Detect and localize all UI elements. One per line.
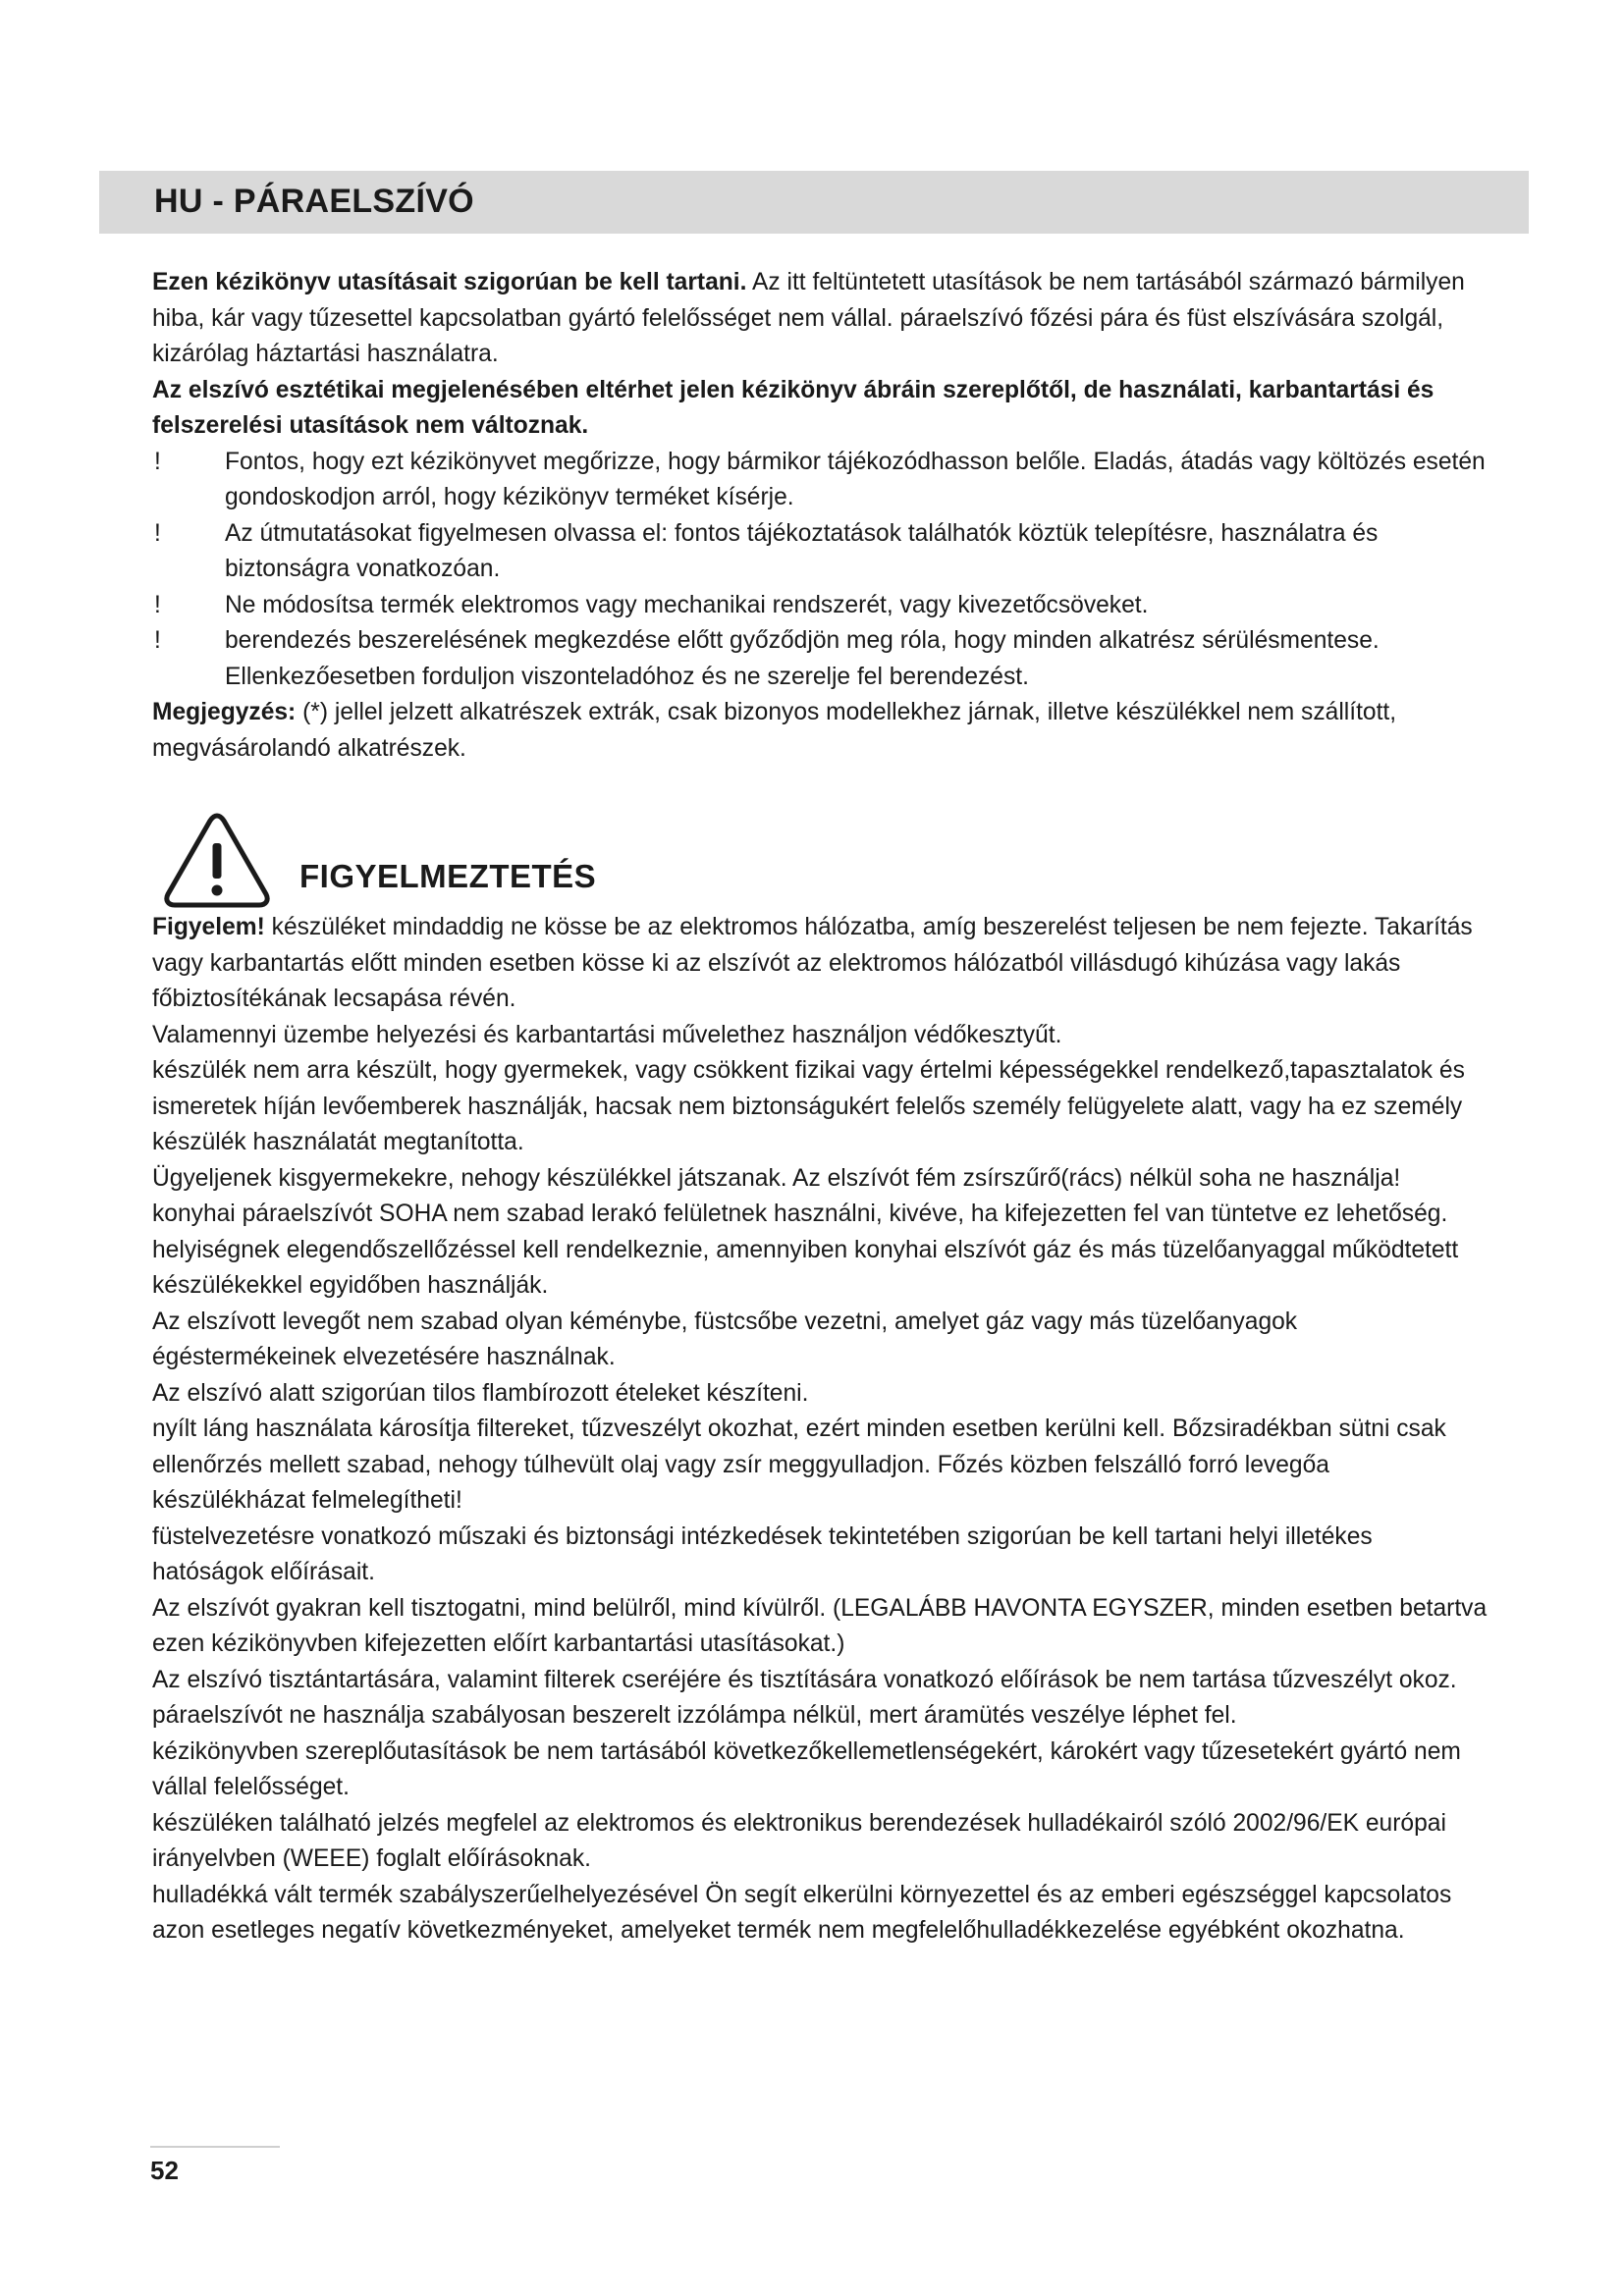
exclamation-mark: ! bbox=[154, 591, 161, 618]
exclamation-mark: ! bbox=[154, 627, 161, 654]
warning-paragraph: helyiségnek elegendőszellőzéssel kell rendelkeznie, amennyiben konyhai elszívót gáz és más tüzelőanyaggal működtetett készülékekkel egyidőben használják. bbox=[152, 1236, 1459, 1299]
warning-paragraph: füstelvezetésre vonatkozó műszaki és biztonsági intézkedések tekintetében szigorúan be kell tartani helyi illetékes hatóságok előírásait. bbox=[152, 1522, 1373, 1585]
bullet-text: Fontos, hogy ezt kézikönyvet megőrizze, hogy bármikor tájékozódhasson belőle. Eladás, átadás vagy költözés esetén gondoskodjon arról, hogy kézikönyv terméket kísérje. bbox=[225, 448, 1486, 510]
page-number: 52 bbox=[150, 2156, 179, 2185]
section-header-bar bbox=[99, 171, 1529, 234]
warning-lead-bold: Figyelem! bbox=[152, 914, 265, 940]
note-label: Megjegyzés: bbox=[152, 699, 297, 725]
footer-divider bbox=[150, 2146, 280, 2148]
warning-paragraph: készülék nem arra készült, hogy gyermekek, vagy csökkent fizikai vagy értelmi képességekkel rendelkező,tapasztalatok és ismeretek híján levőemberek használják, hacsak nem biztonságukért felelős személy felügyelete alatt, vagy ha ez személy készülék használatát megtanította. bbox=[152, 1057, 1465, 1155]
appearance-notice: Az elszívó esztétikai megjelenésében eltérhet jelen kézikönyv ábráin szereplőtől, de használati, karbantartási és felszerelési utasítások nem változnak. bbox=[152, 376, 1435, 439]
warning-paragraph: Az elszívót gyakran kell tisztogatni, mind belülről, mind kívülről. (LEGALÁBB HAVONTA EGYSZER, minden esetben betartva ezen kézikönyvben kifejezetten előírt karbantartási utasításokat.) bbox=[152, 1594, 1488, 1657]
manual-content bbox=[152, 265, 1488, 1949]
warning-title: FIGYELMEZTETÉS bbox=[299, 858, 597, 894]
bullet-text: berendezés beszerelésének megkezdése előtt győződjön meg róla, hogy minden alkatrész sérülésmentese. Ellenkezőesetben forduljon viszonteladóhoz és ne szerelje fel berendezést. bbox=[225, 627, 1380, 690]
warning-paragraph: hulladékká vált termék szabályszerűelhelyezésével Ön segít elkerülni környezettel és az emberi egészséggel kapcsolatos azon esetleges negatív következményeket, amelyeket termék nem megfelelőhulladékkezelése egyébként okozhatna. bbox=[152, 1881, 1452, 1944]
warning-paragraph: Az elszívó alatt szigorúan tilos flambírozott ételeket készíteni. bbox=[152, 1379, 809, 1407]
warning-paragraph: Az elszívó tisztántartására, valamint filterek cseréjére és tisztítására vonatkozó előírások be nem tartása tűzveszélyt okoz. bbox=[152, 1666, 1457, 1693]
warning-paragraph: nyílt láng használata károsítja filtereket, tűzveszélyt okozhat, ezért minden esetben kerülni kell. Bőzsiradékban sütni csak ellenőrzés mellett szabad, nehogy túlhevült olaj vagy zsír meggyulladjon. Főzés közben felszálló forró levegőa készülékházat felmelegítheti! bbox=[152, 1415, 1446, 1514]
warning-paragraph: páraelszívót ne használja szabályosan beszerelt izzólámpa nélkül, mert áramütés veszélye léphet fel. bbox=[152, 1702, 1237, 1729]
exclamation-mark: ! bbox=[154, 448, 161, 475]
bullet-text: Ne módosítsa termék elektromos vagy mechanikai rendszerét, vagy kivezetőcsöveket. bbox=[225, 591, 1149, 618]
intro-lead-rest: Az itt feltüntetett utasítások be nem tartásából származó bármilyen hiba, kár vagy tűzesettel kapcsolatban gyártó felelősséget nem vállal. páraelszívó főzési pára és füst elszívására szolgál, kizárólag háztartási használatra. bbox=[152, 269, 1465, 367]
intro-bold-lead: Ezen kézikönyv utasításait szigorúan be kell tartani. bbox=[152, 269, 747, 295]
bullet-item bbox=[152, 516, 1488, 588]
bullet-item bbox=[152, 588, 1488, 624]
intro-paragraph bbox=[152, 265, 1488, 373]
warning-triangle-icon bbox=[158, 808, 276, 910]
warning-paragraph: készüléken található jelzés megfelel az elektromos és elektronikus berendezések hulladékairól szóló 2002/96/EK európai irányelvben (WEEE) foglalt előírásoknak. bbox=[152, 1809, 1446, 1872]
note-text: (*) jellel jelzett alkatrészek extrák, csak bizonyos modellekhez járnak, illetve készülékkel nem szállított, megvásárolandó alkatrészek. bbox=[152, 699, 1397, 762]
exclamation-mark: ! bbox=[154, 519, 161, 547]
warning-paragraph: konyhai páraelszívót SOHA nem szabad lerakó felületnek használni, kivéve, ha kifejezetten fel van tüntetve ez lehetőség. bbox=[152, 1201, 1448, 1227]
warning-lead-rest: készüléket mindaddig ne kösse be az elektromos hálózatba, amíg beszerelést teljesen be nem fejezte. Takarítás vagy karbantartás előtt minden esetben kösse ki az elszívót az elektromos hálózatból villásdugó kihúzása vagy lakás főbiztosítékának lecsapása révén. bbox=[152, 914, 1473, 1012]
warning-paragraph: Valamennyi üzembe helyezési és karbantartási művelethez használjon védőkesztyűt. bbox=[152, 1021, 1062, 1048]
note-paragraph bbox=[152, 695, 1488, 767]
warning-paragraph: kézikönyvben szereplőutasítások be nem tartásából következőkellemetlenségekért, károkért vagy tűzesetekért gyártó nem vállal felelősséget. bbox=[152, 1737, 1461, 1800]
warning-heading bbox=[152, 808, 1488, 910]
warning-paragraph: Az elszívott levegőt nem szabad olyan kéménybe, füstcsőbe vezetni, amelyet gáz vagy más tüzelőanyagok égéstermékeinek elvezetésére használnak. bbox=[152, 1308, 1298, 1370]
bullet-text: Az útmutatásokat figyelmesen olvassa el: fontos tájékoztatások találhatók köztük telepítésre, használatra és biztonságra vonatkozóan. bbox=[225, 519, 1379, 582]
warning-paragraph: Ügyeljenek kisgyermekekre, nehogy készülékkel játszanak. Az elszívót fém zsírszűrő(rács) nélkül soha ne használja! bbox=[152, 1164, 1401, 1192]
warning-lead bbox=[152, 910, 1488, 1018]
bullet-item bbox=[152, 445, 1488, 516]
bullet-item bbox=[152, 623, 1488, 695]
section-title: HU - PÁRAELSZÍVÓ bbox=[154, 183, 474, 220]
